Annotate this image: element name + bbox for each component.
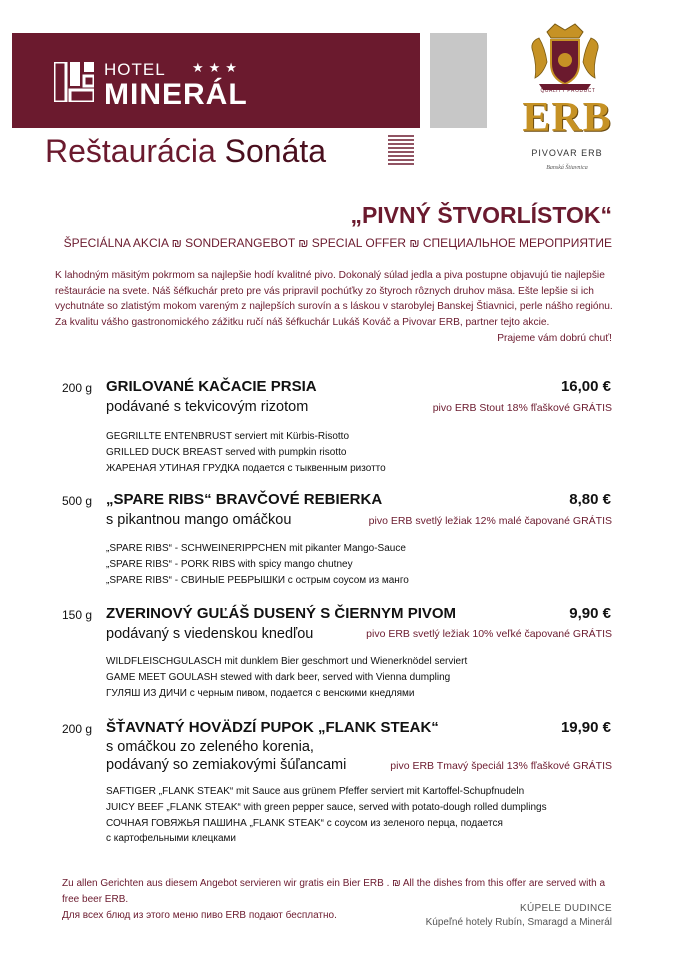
restaurant-title: [45, 133, 326, 170]
dish-price: 9,90 €: [569, 605, 611, 622]
dish-beer: pivo ERB Tmavý špeciál 13% fľaškové GRÁTIS: [390, 760, 612, 772]
dish-description: podávaný s viedenskou knedľou: [106, 626, 314, 642]
dish-translation-en: GAME MEET GOULASH stewed with dark beer, served with Vienna dumpling: [106, 672, 451, 683]
erb-crest-icon: [525, 22, 605, 92]
dish-price: 19,90 €: [560, 719, 611, 736]
dish-price: 8,80 €: [569, 491, 611, 508]
brand-quality: QUALITY PRODUCT: [540, 88, 596, 94]
dish-description: s pikantnou mango omáčkou: [106, 512, 292, 528]
dish-translation-de: WILDFLEISCHGULASCH mit dunklem Bier geschmort und Wienerknödel serviert: [106, 656, 468, 667]
hotel-label: HOTEL: [104, 60, 166, 79]
dish-weight: 150 g: [62, 608, 93, 622]
footer-line-1: Zu allen Gerichten aus diesem Angebot servieren wir gratis ein Bier ERB . ₪ All the dishes from this offer are served with a free beer ERB.: [62, 878, 606, 905]
dish-weight: 200 g: [62, 381, 93, 395]
dish-beer: pivo ERB svetlý ležiak 12% malé čapované GRÁTIS: [368, 515, 612, 527]
restaurant-name: Sonáta: [224, 133, 327, 169]
menu-title: „PIVNÝ ŠTVORLÍSTOK“: [350, 202, 612, 228]
hotel-name: MINERÁL: [104, 78, 248, 111]
dish-translation-en: GRILLED DUCK BREAST served with pumpkin risotto: [106, 447, 347, 458]
intro-text: K lahodným mäsitým pokrmom sa najlepšie hodí kvalitné pivo. Dokonalý súlad jedla a piva postupne objavujú tie najlepšie reštaurácie na svete. Náš šéfkuchár preto pre vás pripravil pochúťky zo štyroch rôznych druhov mäsa. Ešte lepšie si ich vychutnáte so zlatistým mokom vareným z najlepších surovín a s láskou v starobylej Banskej Štiavnici, perle nášho regiónu. Za kvalitu vášho gastronomického zážitku ručí náš šéfkuchár Lukáš Kováč a Pivovar ERB, partner tejto akcie.: [55, 270, 613, 328]
dish-translation-en: JUICY BEEF „FLANK STEAK“ with green pepper sauce, served with potato-dough rolled dumplings: [106, 802, 547, 813]
dish-price: 16,00 €: [560, 378, 611, 395]
dish-translation-de: GEGRILLTE ENTENBRUST serviert mit Kürbis-Risotto: [106, 431, 350, 442]
dish-translation-de: „SPARE RIBS“ - SCHWEINERIPPCHEN mit pikanter Mango-Sauce: [106, 543, 406, 554]
dish-weight: 500 g: [62, 494, 93, 508]
grey-band: [430, 33, 487, 128]
dish-name: ŠŤAVNATÝ HOVÄDZÍ PUPOK „FLANK STEAK“: [106, 719, 439, 736]
dish-beer: pivo ERB Stout 18% fľaškové GRÁTIS: [432, 402, 612, 414]
dish-translation-de: SAFTIGER „FLANK STEAK“ mit Sauce aus grünem Pfeffer serviert mit Kartoffel-Schupfnudeln: [106, 786, 525, 797]
dish-name: „SPARE RIBS“ BRAVČOVÉ REBIERKA: [106, 491, 383, 508]
hotel-stars: ★★★: [192, 60, 242, 75]
dish-weight: 200 g: [62, 722, 93, 736]
footer-line-2: Для всех блюд из этого меню пиво ERB подают бесплатно.: [62, 910, 337, 921]
dish-translation-ru: ГУЛЯШ ИЗ ДИЧИ с черным пивом, подается с венскими кнедлями: [106, 688, 415, 699]
dish-description-line2: podávaný so zemiakovými šúľancami: [106, 757, 347, 773]
dish-name: ZVERINOVÝ GUĽÁŠ DUSENÝ S ČIERNYM PIVOM: [106, 605, 457, 622]
brand-logo: ERB: [522, 95, 612, 141]
dish-description: podávané s tekvicovým rizotom: [106, 399, 309, 415]
dish-translation-ru: „SPARE RIBS“ - СВИНЫЕ РЕБРЫШКИ с острым соусом из манго: [106, 575, 409, 586]
dish-translation-ru: ЖАРЕНАЯ УТИНАЯ ГРУДКА подается с тыквенным ризотто: [106, 463, 386, 474]
brand-subtitle: PIVOVAR ERB: [531, 148, 603, 158]
dish-translation-ru: СОЧНАЯ ГОВЯЖЬЯ ПАШИНА „FLANK STEAK“ с соусом из зеленого перца, подается: [106, 818, 503, 829]
dish-name: GRILOVANÉ KAČACIE PRSIA: [106, 378, 317, 395]
dish-description: s omáčkou zo zeleného korenia,: [106, 739, 314, 755]
restaurant-prefix: Reštaurácia: [45, 133, 225, 169]
brand-signature: Banská Štiavnica: [546, 165, 588, 171]
dish-translation-en: „SPARE RIBS“ - PORK RIBS with spicy mango chutney: [106, 559, 353, 570]
dish-beer: pivo ERB svetlý ležiak 10% veľké čapované GRÁTIS: [366, 628, 612, 640]
wish-text: Prajeme vám dobrú chuť!: [497, 333, 612, 344]
dish-translation-ru-line2: с картофельными клецками: [106, 833, 236, 844]
kupele-label: KÚPELE DUDINCE: [520, 903, 612, 914]
decorative-lines-icon: [388, 133, 414, 167]
hotels-label: Kúpeľné hotely Rubín, Smaragd a Minerál: [425, 917, 612, 928]
hotel-logo-icon: [54, 62, 94, 102]
menu-subtitle: ŠPECIÁLNA AKCIA ₪ SONDERANGEBOT ₪ SPECIAL OFFER ₪ СПЕЦИАЛЬНОЕ МЕРОПРИЯТИЕ: [63, 236, 612, 250]
